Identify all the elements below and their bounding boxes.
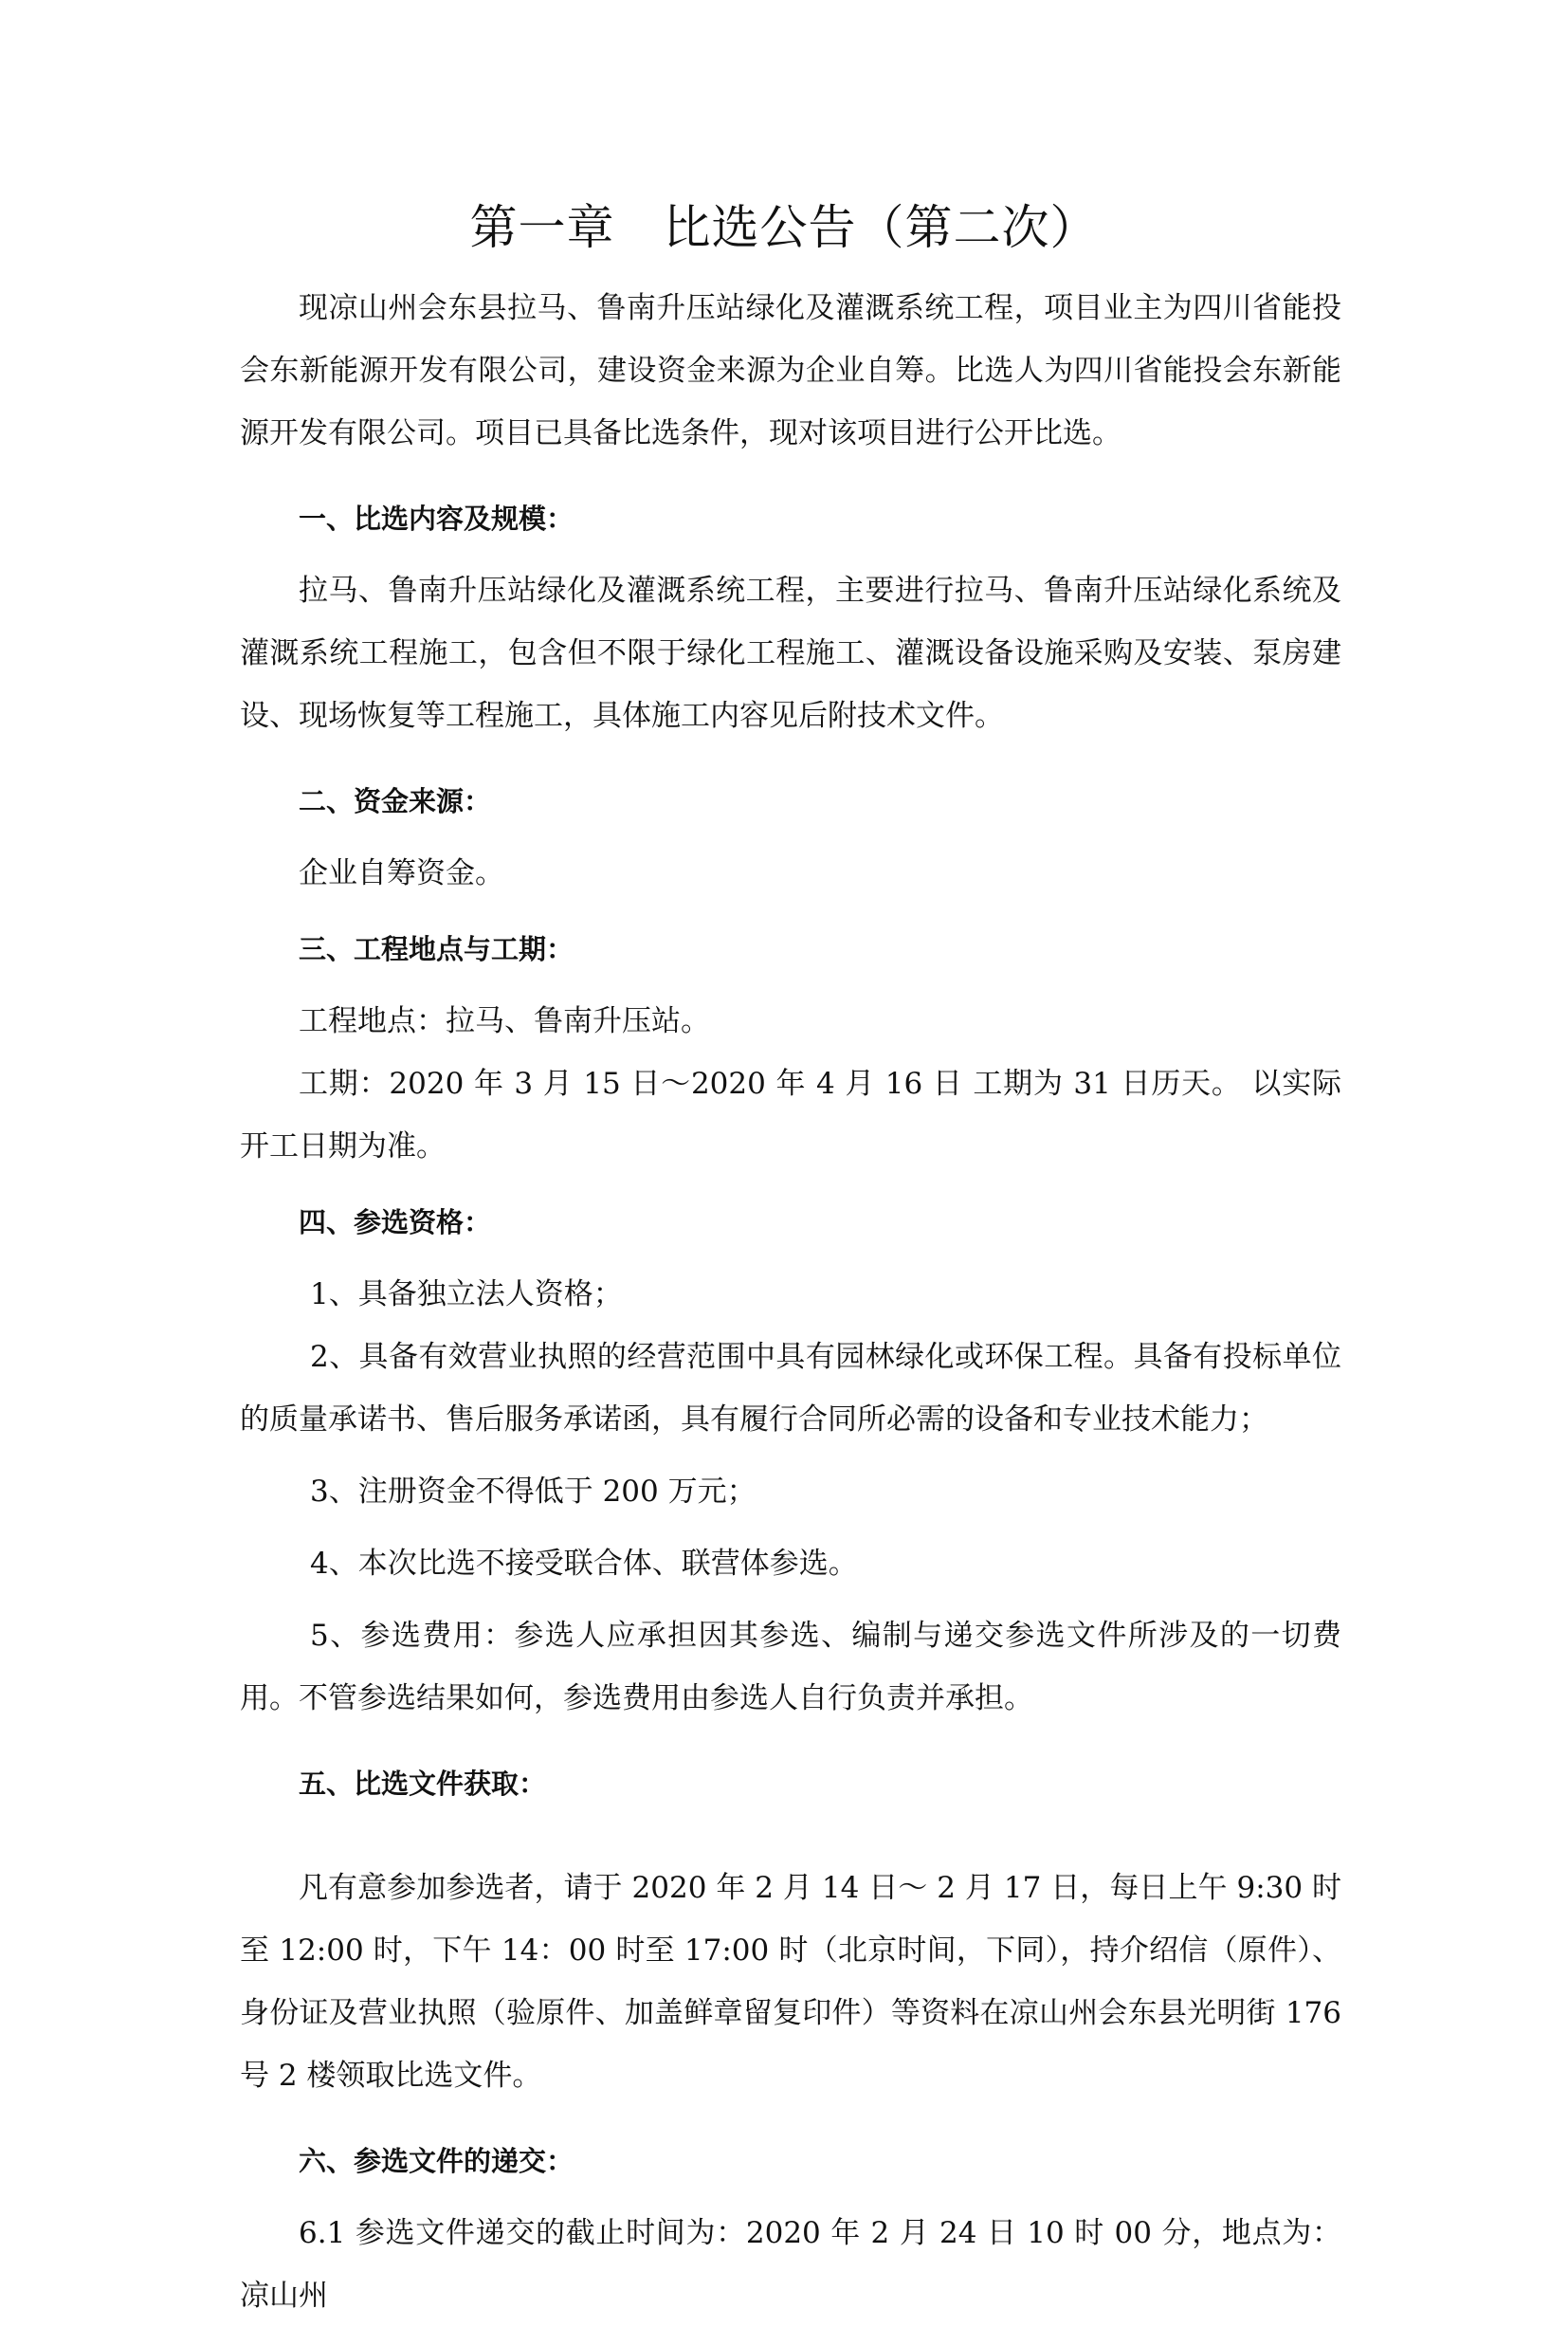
obtain-documents-paragraph: 凡有意参加参选者，请于 2020 年 2 月 14 日～ 2 月 17 日，每日上午 9:30 时至 12:00 时，下午 14：00 时至 17:00 时（北京时间，下同），持介绍信（原件）、身份证及营业执照（验原件、加盖鲜章留复印件）等资料在凉山州会东县光明街 176 号 2 楼领取比选文件。 (240, 1871, 1341, 2093)
scope-paragraph: 拉马、鲁南升压站绿化及灌溉系统工程，主要进行拉马、鲁南升压站绿化系统及灌溉系统工程施工，包含但不限于绿化工程施工、灌溉设备设施采购及安装、泵房建设、现场恢复等工程施工，具体施工内容见后附技术文件。 (240, 574, 1341, 733)
page-title: 第一章 比选公告（第二次） (469, 200, 1099, 255)
submission-paragraph: 6.1 参选文件递交的截止时间为：2020 年 2 月 24 日 10 时 00 分，地点为：凉山州 (240, 2216, 1341, 2313)
qualification-item: 5、参选费用：参选人应承担因其参选、编制与递交参选文件所涉及的一切费用。不管参选结果如何，参选费用由参选人自行负责并承担。 (240, 1619, 1341, 1715)
period-paragraph: 工期：2020 年 3 月 15 日～2020 年 4 月 16 日 工期为 31 日历天。 以实际开工日期为准。 (240, 1067, 1341, 1164)
document-body (240, 277, 1341, 2327)
section-heading-funding: 二、资金来源： (299, 785, 492, 817)
section-heading-qualifications: 四、参选资格： (299, 1206, 492, 1238)
section-heading-scope: 一、比选内容及规模： (299, 503, 574, 535)
qualification-item: 3、注册资金不得低于 200 万元； (310, 1475, 757, 1509)
section-heading-location-period: 三、工程地点与工期： (299, 933, 574, 965)
section-heading-obtain-documents: 五、比选文件获取： (299, 1768, 547, 1800)
location-paragraph: 工程地点：拉马、鲁南升压站。 (299, 1004, 710, 1038)
qualification-item: 2、具备有效营业执照的经营范围中具有园林绿化或环保工程。具备有投标单位的质量承诺书、售后服务承诺函，具有履行合同所必需的设备和专业技术能力； (240, 1340, 1341, 1437)
section-heading-submission: 六、参选文件的递交： (299, 2145, 574, 2177)
qualification-item: 1、具备独立法人资格； (310, 1277, 623, 1311)
funding-paragraph: 企业自筹资金。 (299, 856, 504, 890)
intro-paragraph: 现凉山州会东县拉马、鲁南升压站绿化及灌溉系统工程，项目业主为四川省能投会东新能源开发有限公司，建设资金来源为企业自筹。比选人为四川省能投会东新能源开发有限公司。项目已具备比选条件，现对该项目进行公开比选。 (240, 291, 1341, 450)
qualification-item: 4、本次比选不接受联合体、联营体参选。 (310, 1547, 858, 1581)
